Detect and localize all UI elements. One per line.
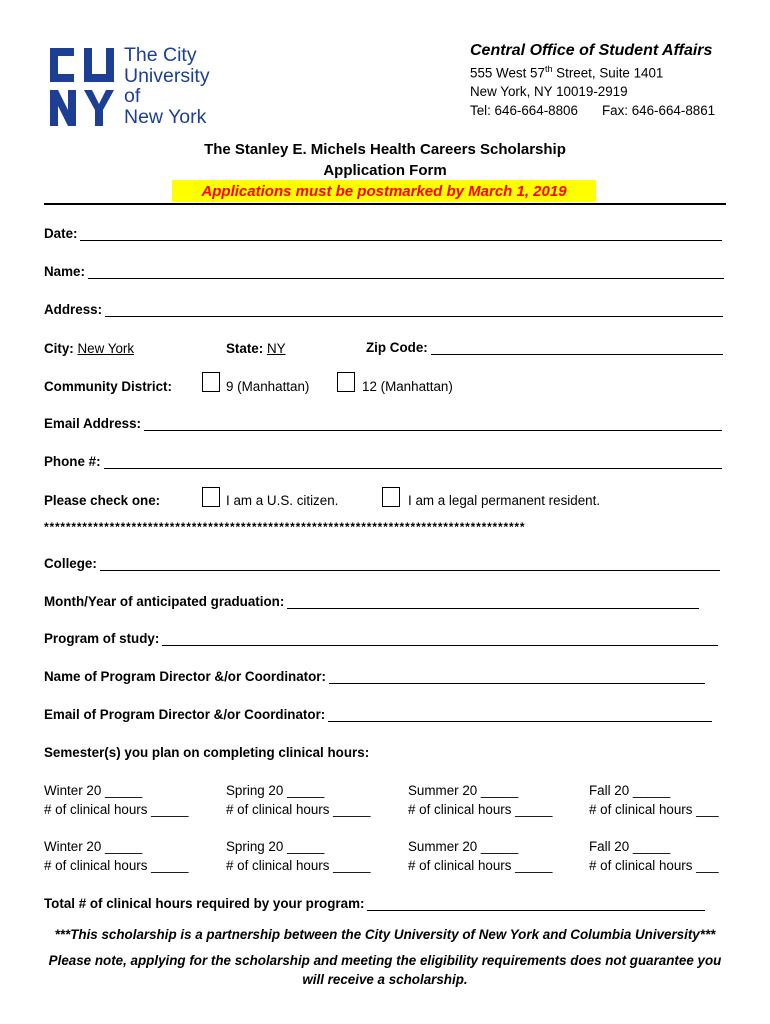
cuny-name-line: of: [124, 85, 141, 107]
fall-hours-2[interactable]: # of clinical hours ___: [589, 858, 719, 873]
office-title: Central Office of Student Affairs: [470, 42, 713, 59]
summer-hours-1[interactable]: # of clinical hours _____: [408, 802, 553, 817]
office-info: [470, 41, 715, 120]
cuny-name-line: University: [124, 64, 210, 87]
program-row: [44, 631, 718, 646]
office-phones: [470, 101, 715, 120]
date-label: Date:: [44, 226, 78, 241]
citizen-label: I am a U.S. citizen.: [226, 493, 339, 508]
city-value[interactable]: New York: [77, 341, 135, 356]
summer-season-1[interactable]: Summer 20 _____: [408, 783, 519, 798]
check-one-label: Please check one:: [44, 493, 161, 508]
district-9-checkbox[interactable]: [202, 372, 220, 392]
office-tel: Tel: 646-664-8806: [470, 103, 578, 119]
college-label: College:: [44, 556, 97, 571]
section-separator: ****************************************************************************************: [44, 520, 526, 534]
total-hours-label: Total # of clinical hours required by your program:: [44, 896, 365, 911]
district-9-label: 9 (Manhattan): [226, 379, 310, 394]
zip-field[interactable]: [431, 340, 723, 355]
graduation-field[interactable]: [287, 594, 699, 609]
address-row: [44, 302, 723, 317]
college-field[interactable]: [100, 556, 720, 571]
district-12-label: 12 (Manhattan): [362, 379, 453, 394]
address-label: Address:: [44, 302, 103, 317]
email-label: Email Address:: [44, 416, 141, 431]
zip-label: Zip Code:: [366, 340, 428, 355]
winter-season-1[interactable]: Winter 20 _____: [44, 783, 143, 798]
state-value[interactable]: NY: [266, 341, 286, 356]
email-field[interactable]: [144, 416, 722, 431]
office-address-prefix: 555 West 57: [470, 65, 545, 81]
district-12-checkbox[interactable]: [337, 372, 355, 392]
disclaimer-line-2: will receive a scholarship.: [302, 972, 468, 987]
director-name-field[interactable]: [329, 669, 705, 684]
date-row: [44, 226, 722, 241]
semesters-heading: Semester(s) you plan on completing clinical hours:: [44, 745, 370, 760]
form-subtitle: Application Form: [323, 162, 447, 179]
partnership-note: ***This scholarship is a partnership between the City University of New York and Columbia University***: [54, 927, 716, 942]
total-hours-row: [44, 896, 705, 911]
spring-hours-1[interactable]: # of clinical hours _____: [226, 802, 371, 817]
disclaimer-line-1: Please note, applying for the scholarship and meeting the eligibility requirements does not guarantee you: [48, 953, 722, 968]
spring-season-2[interactable]: Spring 20 _____: [226, 839, 325, 854]
office-fax: Fax: 646-664-8861: [601, 103, 716, 119]
cuny-letters-mark: [44, 44, 120, 128]
phone-label: Phone #:: [44, 454, 101, 469]
resident-label: I am a legal permanent resident.: [408, 493, 601, 508]
office-address: [470, 60, 715, 82]
director-email-label: Email of Program Director &/or Coordinator:: [44, 707, 326, 722]
phone-field[interactable]: [104, 454, 722, 469]
city-group: [44, 341, 134, 356]
director-email-row: [44, 707, 712, 722]
city-label: City:: [44, 341, 74, 356]
header-rule: [44, 203, 726, 205]
spring-season-1[interactable]: Spring 20 _____: [226, 783, 325, 798]
name-field[interactable]: [88, 264, 724, 279]
fall-season-2[interactable]: Fall 20 _____: [589, 839, 671, 854]
program-label: Program of study:: [44, 631, 160, 646]
director-name-label: Name of Program Director &/or Coordinator:: [44, 669, 326, 684]
cuny-name-line: The City: [124, 44, 197, 66]
deadline-text: Applications must be postmarked by March 1, 2019: [201, 183, 567, 200]
name-label: Name:: [44, 264, 85, 279]
resident-checkbox[interactable]: [382, 487, 400, 507]
college-row: [44, 556, 720, 571]
form-title: The Stanley E. Michels Health Careers Scholarship: [204, 141, 566, 158]
date-field[interactable]: [80, 226, 722, 241]
zip-row: [366, 340, 723, 355]
fall-hours-1[interactable]: # of clinical hours ___: [589, 802, 719, 817]
director-name-row: [44, 669, 705, 684]
cuny-name-line: New York: [124, 105, 207, 128]
community-label: Community District:: [44, 379, 172, 394]
summer-hours-2[interactable]: # of clinical hours _____: [408, 858, 553, 873]
summer-season-2[interactable]: Summer 20 _____: [408, 839, 519, 854]
deadline-banner: [172, 180, 596, 202]
email-row: [44, 416, 722, 431]
office-city: New York, NY 10019-2919: [470, 84, 628, 100]
graduation-label: Month/Year of anticipated graduation:: [44, 594, 285, 609]
fall-season-1[interactable]: Fall 20 _____: [589, 783, 671, 798]
graduation-row: [44, 594, 699, 609]
name-row: [44, 264, 724, 279]
office-address-suffix: Street, Suite 1401: [552, 65, 664, 81]
director-email-field[interactable]: [328, 707, 712, 722]
spring-hours-2[interactable]: # of clinical hours _____: [226, 858, 371, 873]
cuny-name: [124, 45, 210, 127]
total-hours-field[interactable]: [367, 896, 705, 911]
winter-hours-2[interactable]: # of clinical hours _____: [44, 858, 189, 873]
winter-hours-1[interactable]: # of clinical hours _____: [44, 802, 189, 817]
phone-row: [44, 454, 722, 469]
citizen-checkbox[interactable]: [202, 487, 220, 507]
winter-season-2[interactable]: Winter 20 _____: [44, 839, 143, 854]
state-group: [226, 341, 286, 356]
state-label: State:: [226, 341, 264, 356]
office-address-sup: th: [544, 64, 553, 74]
program-field[interactable]: [162, 631, 718, 646]
address-field[interactable]: [105, 302, 723, 317]
